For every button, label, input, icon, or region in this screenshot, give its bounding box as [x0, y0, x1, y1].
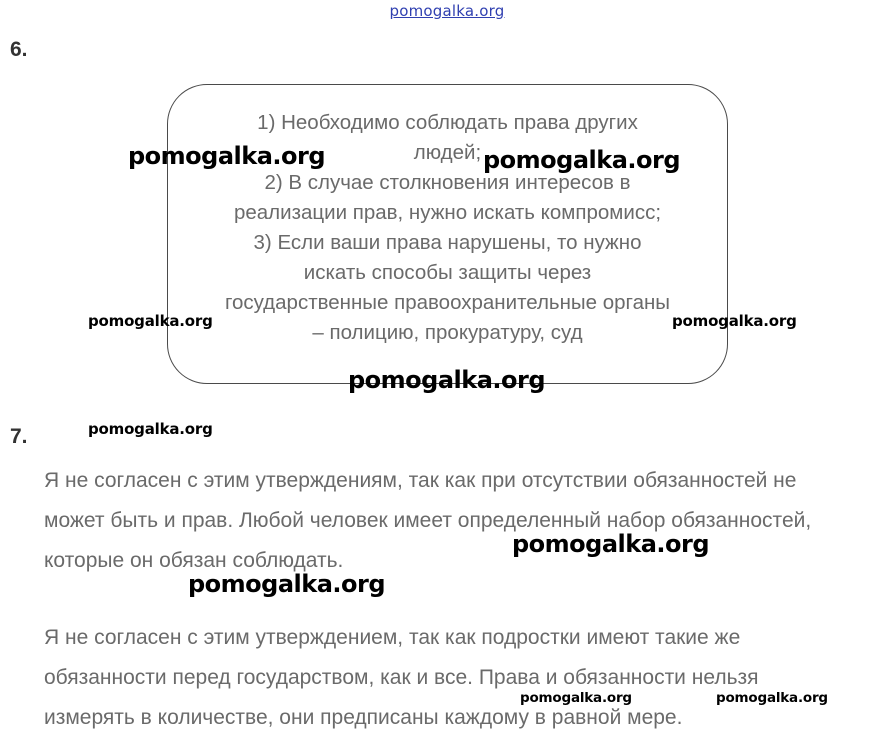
task-6-number: 6.	[10, 38, 28, 61]
paragraph-line: Я не согласен с этим утверждениям, так как при отсутствии обязанностей не	[44, 469, 797, 492]
box-line: 2) В случае столкновения интересов в	[264, 171, 631, 194]
watermark: pomogalka.org	[672, 312, 797, 330]
task-7-paragraph-2	[44, 618, 894, 738]
box-line: людей;	[413, 141, 482, 164]
paragraph-line: обязанности перед государством, как и все. Права и обязанности нельзя	[44, 666, 759, 689]
watermark: pomogalka.org	[188, 570, 386, 598]
box-line: 1) Необходимо соблюдать права других	[257, 111, 638, 134]
task-7-paragraph-1	[44, 461, 894, 581]
paragraph-line: измерять в количестве, они предписаны каждому в равной мере.	[44, 706, 683, 729]
watermark: pomogalka.org	[512, 530, 710, 558]
box-line: 3) Если ваши права нарушены, то нужно	[253, 231, 642, 254]
watermark: pomogalka.org	[483, 146, 681, 174]
site-link[interactable]: pomogalka.org	[389, 2, 505, 20]
box-line: – полицию, прокуратуру, суд	[312, 321, 583, 344]
watermark: pomogalka.org	[716, 690, 828, 706]
watermark: pomogalka.org	[88, 312, 213, 330]
watermark: pomogalka.org	[348, 366, 546, 394]
box-line: реализации прав, нужно искать компромисс;	[233, 201, 662, 224]
watermark: pomogalka.org	[520, 690, 632, 706]
watermark: pomogalka.org	[88, 420, 213, 438]
watermark: pomogalka.org	[128, 142, 326, 170]
paragraph-line: которые он обязан соблюдать.	[44, 549, 344, 572]
task-7-number: 7.	[10, 425, 28, 448]
paragraph-line: может быть и прав. Любой человек имеет определенный набор обязанностей,	[44, 509, 812, 532]
box-line: искать способы защиты через	[303, 261, 592, 284]
paragraph-line: Я не согласен с этим утверждением, так как подростки имеют такие же	[44, 626, 741, 649]
box-line: государственные правоохранительные органы	[224, 291, 671, 314]
